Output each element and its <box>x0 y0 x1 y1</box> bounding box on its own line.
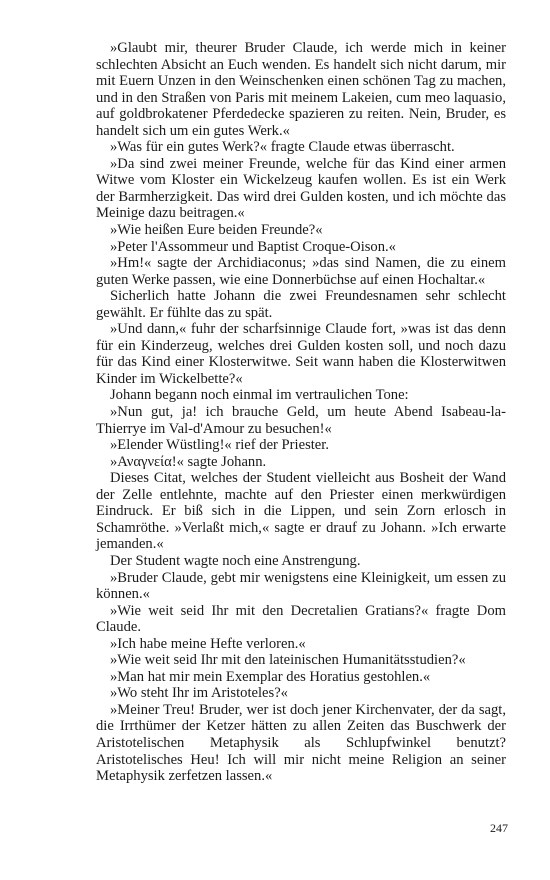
paragraph: Johann begann noch einmal im vertraulichen Tone: <box>110 387 409 404</box>
paragraph: »Elender Wüstling!« rief der Priester. <box>110 437 329 454</box>
paragraph: »Αναγνεία!« sagte Johann. <box>110 453 267 470</box>
paragraph: »Glaubt mir, theurer Bruder Claude, ich werde mich in keiner schlechten Absicht an Euch wenden. Es handelt sich nicht darum, mir mit Euern Unzen in den Weinschenken einen schönen Tag zu machen, und in den Straßen von Paris mit meinem Lakeien, cum meo laquasio, auf goldbrokatener Pferdedecke spazieren zu reiten. Nein, Bruder, es handelt sich um ein gutes Werk.« <box>96 40 506 139</box>
paragraph: »Ich habe meine Hefte verloren.« <box>110 635 306 652</box>
paragraph: Der Student wagte noch eine Anstrengung. <box>110 552 361 569</box>
page-number: 247 <box>490 821 508 835</box>
paragraph: »Bruder Claude, gebt mir wenigstens eine Kleinigkeit, um essen zu können.« <box>96 569 506 603</box>
body-text <box>96 40 506 785</box>
paragraph: »Nun gut, ja! ich brauche Geld, um heute Abend Isabeau-la-Thierrye im Val-d'Amour zu besuchen!« <box>96 404 506 437</box>
paragraph: Sicherlich hatte Johann die zwei Freundesnamen sehr schlecht gewählt. Er fühlte das zu spät. <box>96 288 506 321</box>
paragraph: »Was für ein gutes Werk?« fragte Claude etwas überrascht. <box>110 139 455 156</box>
paragraph: »Peter l'Assommeur und Baptist Croque-Oison.« <box>110 238 396 255</box>
paragraph: »Meiner Treu! Bruder, wer ist doch jener Kirchenvater, der da sagt, die Irrthümer der Ketzer hätten zu allen Zeiten das Buschwerk der Aristotelischen Metaphysik als Schlupfwinkel benutzt? Aristotelisches Heu! Ich will mir nicht meine Religion an seiner Metaphysik zerfetzen lassen.« <box>96 701 506 785</box>
paragraph: »Und dann,« fuhr der scharfsinnige Claude fort, »was ist das denn für ein Kinderzeug, welches drei Gulden kosten soll, und noch dazu für das Kind einer Klosterwitwe. Seit wann haben die Klosterwitwen Kinder im Wickelbette?« <box>96 321 506 387</box>
paragraph: »Wo steht Ihr im Aristoteles?« <box>110 685 288 702</box>
paragraph: »Wie weit seid Ihr mit den Decretalien Gratians?« fragte Dom Claude. <box>96 602 506 636</box>
paragraph: »Hm!« sagte der Archidiaconus; »das sind Namen, die zu einem guten Werke passen, wie eine Donnerbüchse auf einen Hochaltar.« <box>96 255 506 288</box>
paragraph: »Wie weit seid Ihr mit den lateinischen Humanitätsstudien?« <box>110 652 466 669</box>
paragraph: »Man hat mir mein Exemplar des Horatius gestohlen.« <box>110 668 431 685</box>
paragraph: »Wie heißen Eure beiden Freunde?« <box>110 222 323 239</box>
paragraph: Dieses Citat, welches der Student vielleicht aus Bosheit der Wand der Zelle entlehnte, machte auf den Priester einen merkwürdigen Eindruck. Er biß sich in die Lippen, und sein Zorn erlosch in Schamröthe. »Verlaßt mich,« sagte er drauf zu Johann. »Ich erwarte jemanden.« <box>96 470 506 553</box>
paragraph: »Da sind zwei meiner Freunde, welche für das Kind einer armen Witwe vom Kloster ein Wickelzeug kaufen wollen. Es ist ein Werk der Barmherzigkeit. Das wird drei Gulden kosten, und ich möchte das Meinige dazu beitragen.« <box>96 155 506 222</box>
